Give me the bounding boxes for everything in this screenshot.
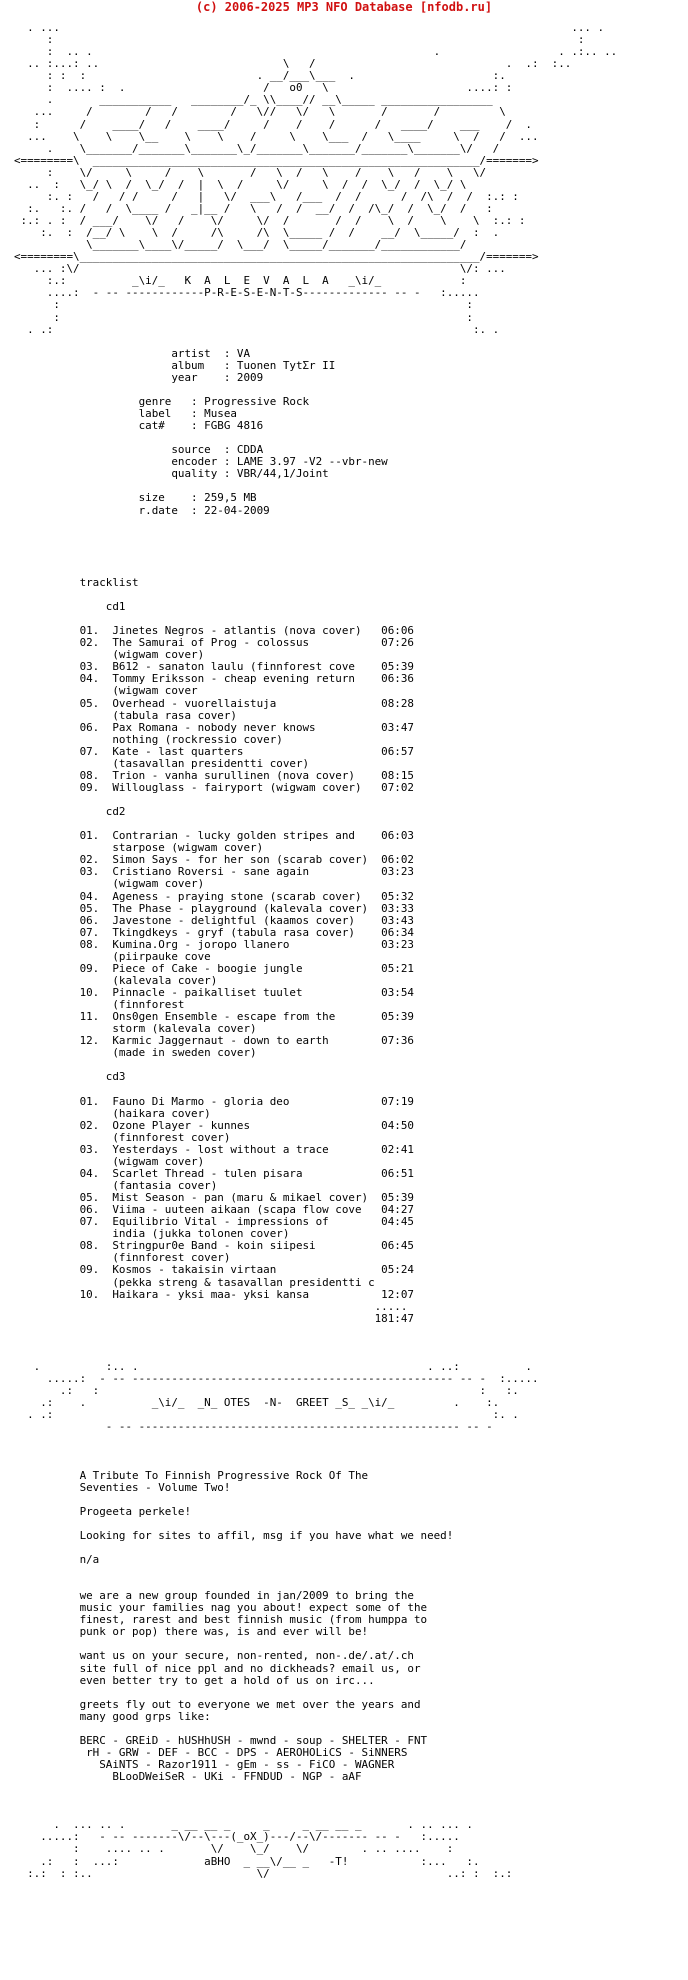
nfo-text-art: . ... ... . : : : .. . . . .:.. .. .. :...: .. \ / . .: :.. : : : . __/___\___ . :. : .... : . / o0 \ ....: : . ___________ ________/_ \\____// __\_____ _________________ ... / / / / \// \/ \ / / \ : / ____/ / ____/ / / / / ____/ ___ / . ... \ \ \__ \ \ / \ \___ / \____ \ / / ... . \_______/_______\_______\_/_______\_______/_______\_______\/ / <========\ ___________________________________________________________/=======> : \/ \ / \ / \ / \ / \ / \ \/ .. : \_/ \ / \_/ / | \ / \/ \ / / \_/ / \_/ \ :. : / / / / | \/ ___\ /___ / / / /\ / / :.: : :. :. / / \____ / _|__ / \ / / __/ / /\_/ / \_/ / : :.: . : / ___/ \/ / \/ \/ / / / \ / \ \ :.: : :. : /__/ \ \ / /\ /\ \_____ / / __/ \_____/ : . \_______\____\/_____/ \___/ \_____/_______/____________/ <========\_____________________________________________________________/=======> ... :\/ \/: ... :.: _\i/_ K A L E V A L A _\i/_ : ....: - -- ------------P-R-E-S-E-N-T-S------------- -- - :..... : : : : . .: :. . artist : VA album : Tuonen TytΣr II year : 2009 genre : Progressive Rock label : Musea cat# : FGBG 4816 source : CDDA encoder : LAME 3.97 -V2 --vbr-new quality : VBR/44,1/Joint size : 259,5 MB r.date : 22-04-2009 tracklist cd1 01. Jinetes Negros - atlantis (nova cover) 06:06 02. The Samurai of Prog - colossus 07:26 (wigwam cover) 03. B612 - sanaton laulu (finnforest cove 05:39 04. Tommy Eriksson - cheap evening return 06:36 (wigwam cover 05. Overhead - vuorellaistuja 08:28 (tabula rasa cover) 06. Pax Romana - nobody never knows 03:47 nothing (rockressio cover) 07. Kate - last quarters 06:57 (tasavallan presidentti cover) 08. Trion - vanha surullinen (nova cover) 08:15 09. Willouglass - fairyport (wigwam cover) 07:02 cd2 01. Contrarian - lucky golden stripes and 06:03 starpose (wigwam cover) 02. Simon Says - for her son (scarab cover) 06:02 03. Cristiano Roversi - sane again 03:23 (wigwam cover) 04. Ageness - praying stone (scarab cover) 05:32 05. The Phase - playground (kalevala cover) 03:33 06. Javestone - delightful (kaamos cover) 03:43 07. Tkingdkeys - gryf (tabula rasa cover) 06:34 08. Kumina.Org - joropo llanero 03:23 (piirpauke cove 09. Piece of Cake - boogie jungle 05:21 (kalevala cover) 10. Pinnacle - paikalliset tuulet 03:54 (finnforest 11. Ons0gen Ensemble - escape from the 05:39 storm (kalevala cover) 12. Karmic Jaggernaut - down to earth 07:36 (made in sweden cover) cd3 01. Fauno Di Marmo - gloria deo 07:19 (haikara cover) 02. Ozone Player - kunnes 04:50 (finnforest cover) 03. Yesterdays - lost without a trace 02:41 (wigwam cover) 04. Scarlet Thread - tulen pisara 06:51 (fantasia cover) 05. Mist Season - pan (maru & mikael cover) 05:39 06. Viima - uuteen aikaan (scapa flow cove 04:27 07. Equilibrio Vital - impressions of 04:45 india (jukka tolonen cover) 08. Stringpur0e Band - koin siipesi 06:45 (finnforest cover) 09. Kosmos - takaisin virtaan 05:24 (pekka streng & tasavallan presidentti c 10. Haikara - yksi maa- yksi kansa 12:07 ..... 181:47 . :.. . . ..: . .....: - -- ------------------------------------------------- -- - :..... .: : : :. .: . _\i/_ _N_ OTES -N- GREET _S_ _\i/_ . :. . .: :. . - -- ------------------------------------------------- -- - A Tribute To Finnish Progressive Rock Of The Seventies - Volume Two! Progeeta perkele! Looking for sites to affil, msg if you have what we need! n/a we are a new group founded in jan/2009 to bring the music your families nag you about! expect some of the finest, rarest and best finnish music (from humppa to punk or pop) there was, is and ever will be! want us on your secure, non-rented, non-.de/.at/.ch site full of nice ppl and no dickheads? email us, or even better try to get a hold of us on irc... greets fly out to everyone we met over the years and many good grps like: BERC - GREiD - hUSHhUSH - mwnd - soup - SHELTER - FNT rH - GRW - DEF - BCC - DPS - AEROHOLiCS - SiNNERS SAiNTS - Razor1911 - gEm - ss - FiCO - WAGNER BLooDWeiSeR - UKi - FFNDUD - NGP - aAF . ... .. . _ __ __ _ _ _ __ __ _ . .. ... . .....: - -- -------\/--\---(_oX_)---/--\/------- -- - :..... : .... .. . \/ \_/ \/ . .. .... : .: : ...: aBHO _ __\/__ _ -T! :... :. :.: : :.. \/ ..: : :.: xyxy=(14,21,618,1880)
site-header-credit[interactable]: (c) 2006-2025 MP3 NFO Database [nfodb.ru] xyxy=(195,0,493,14)
